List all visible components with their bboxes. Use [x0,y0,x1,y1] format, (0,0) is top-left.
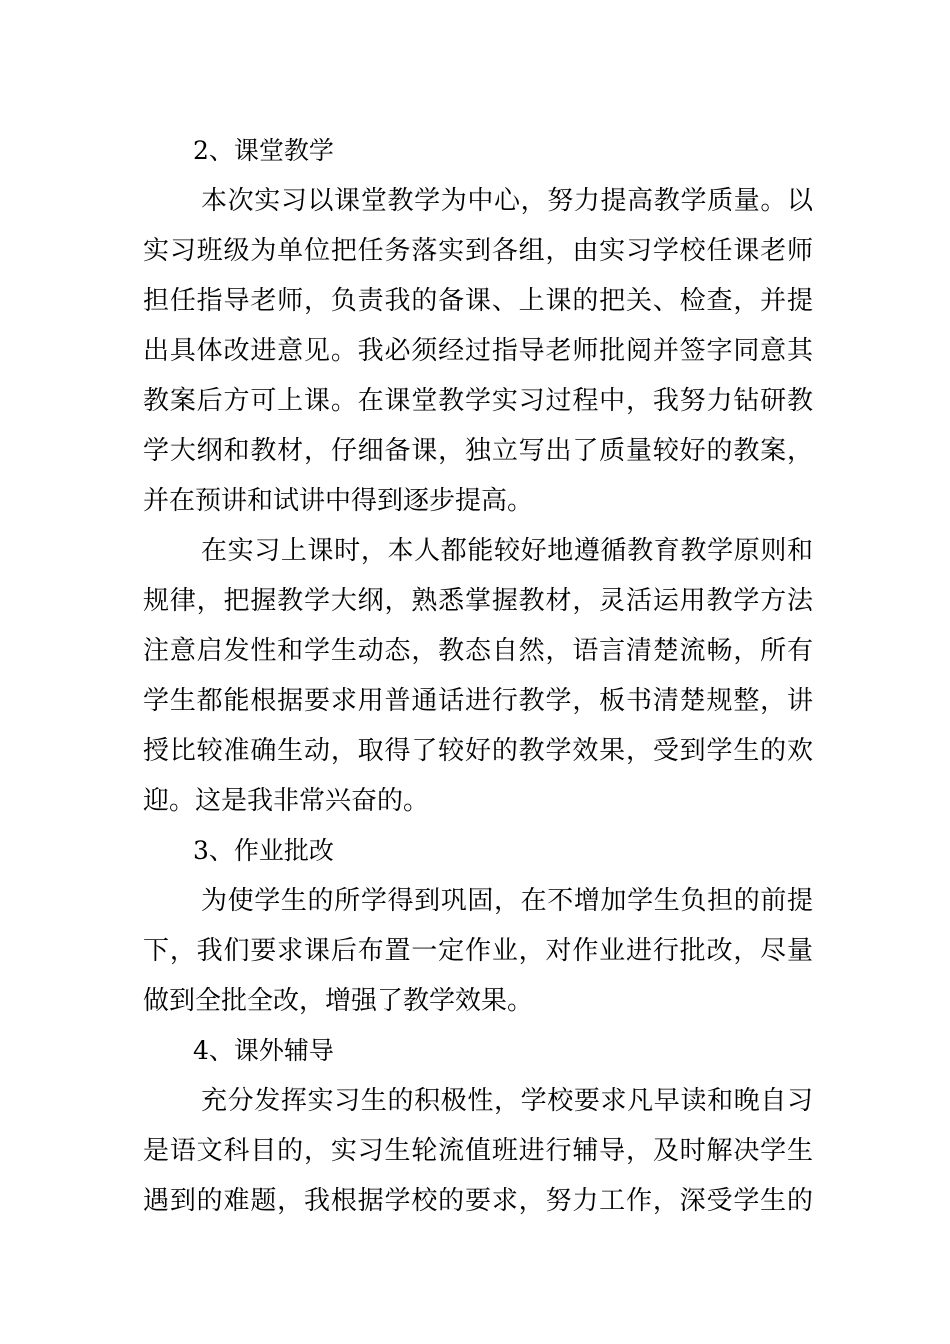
paragraph-line: 担任指导老师，负责我的备课、上课的把关、检查，并提 [143,286,813,316]
paragraph-teaching-practice [143,526,813,826]
section-heading-extracurricular-tutoring: 4、课外辅导 [193,1036,334,1065]
paragraph-line: 并在预讲和试讲中得到逐步提高。 [143,486,534,516]
paragraph-line: 遇到的难题，我根据学校的要求，努力工作，深受学生的 [143,1186,813,1216]
paragraph-line: 迎。这是我非常兴奋的。 [143,786,430,816]
paragraph-extracurricular-tutoring [143,1076,813,1226]
section-heading-homework-grading: 3、作业批改 [193,836,334,865]
paragraph-line: 实习班级为单位把任务落实到各组，由实习学校任课老师 [143,236,813,266]
paragraph-line: 规律，把握教学大纲，熟悉掌握教材，灵活运用教学方法 [143,586,813,616]
paragraph-line: 本次实习以课堂教学为中心，努力提高教学质量。以 [201,186,813,216]
paragraph-line: 出具体改进意见。我必须经过指导老师批阅并签字同意其 [143,336,813,366]
paragraph-classroom-teaching [143,176,813,526]
document-body [143,126,813,1226]
paragraph-line: 在实习上课时，本人都能较好地遵循教育教学原则和 [201,536,813,566]
paragraph-homework-grading [143,876,813,1026]
paragraph-line: 是语文科目的，实习生轮流值班进行辅导，及时解决学生 [143,1136,813,1166]
paragraph-line: 学生都能根据要求用普通话进行教学，板书清楚规整，讲 [143,686,813,716]
paragraph-line: 注意启发性和学生动态，教态自然，语言清楚流畅，所有 [143,636,813,666]
paragraph-line: 充分发挥实习生的积极性，学校要求凡早读和晚自习 [201,1086,813,1116]
paragraph-line: 学大纲和教材，仔细备课，独立写出了质量较好的教案， [143,436,813,466]
paragraph-line: 教案后方可上课。在课堂教学实习过程中，我努力钻研教 [143,386,813,416]
paragraph-line: 做到全批全改，增强了教学效果。 [143,986,534,1016]
paragraph-line: 授比较准确生动，取得了较好的教学效果，受到学生的欢 [143,736,813,766]
section-heading-classroom-teaching: 2、课堂教学 [193,136,334,165]
paragraph-line: 为使学生的所学得到巩固，在不增加学生负担的前提 [201,886,813,916]
paragraph-line: 下，我们要求课后布置一定作业，对作业进行批改，尽量 [143,936,813,966]
